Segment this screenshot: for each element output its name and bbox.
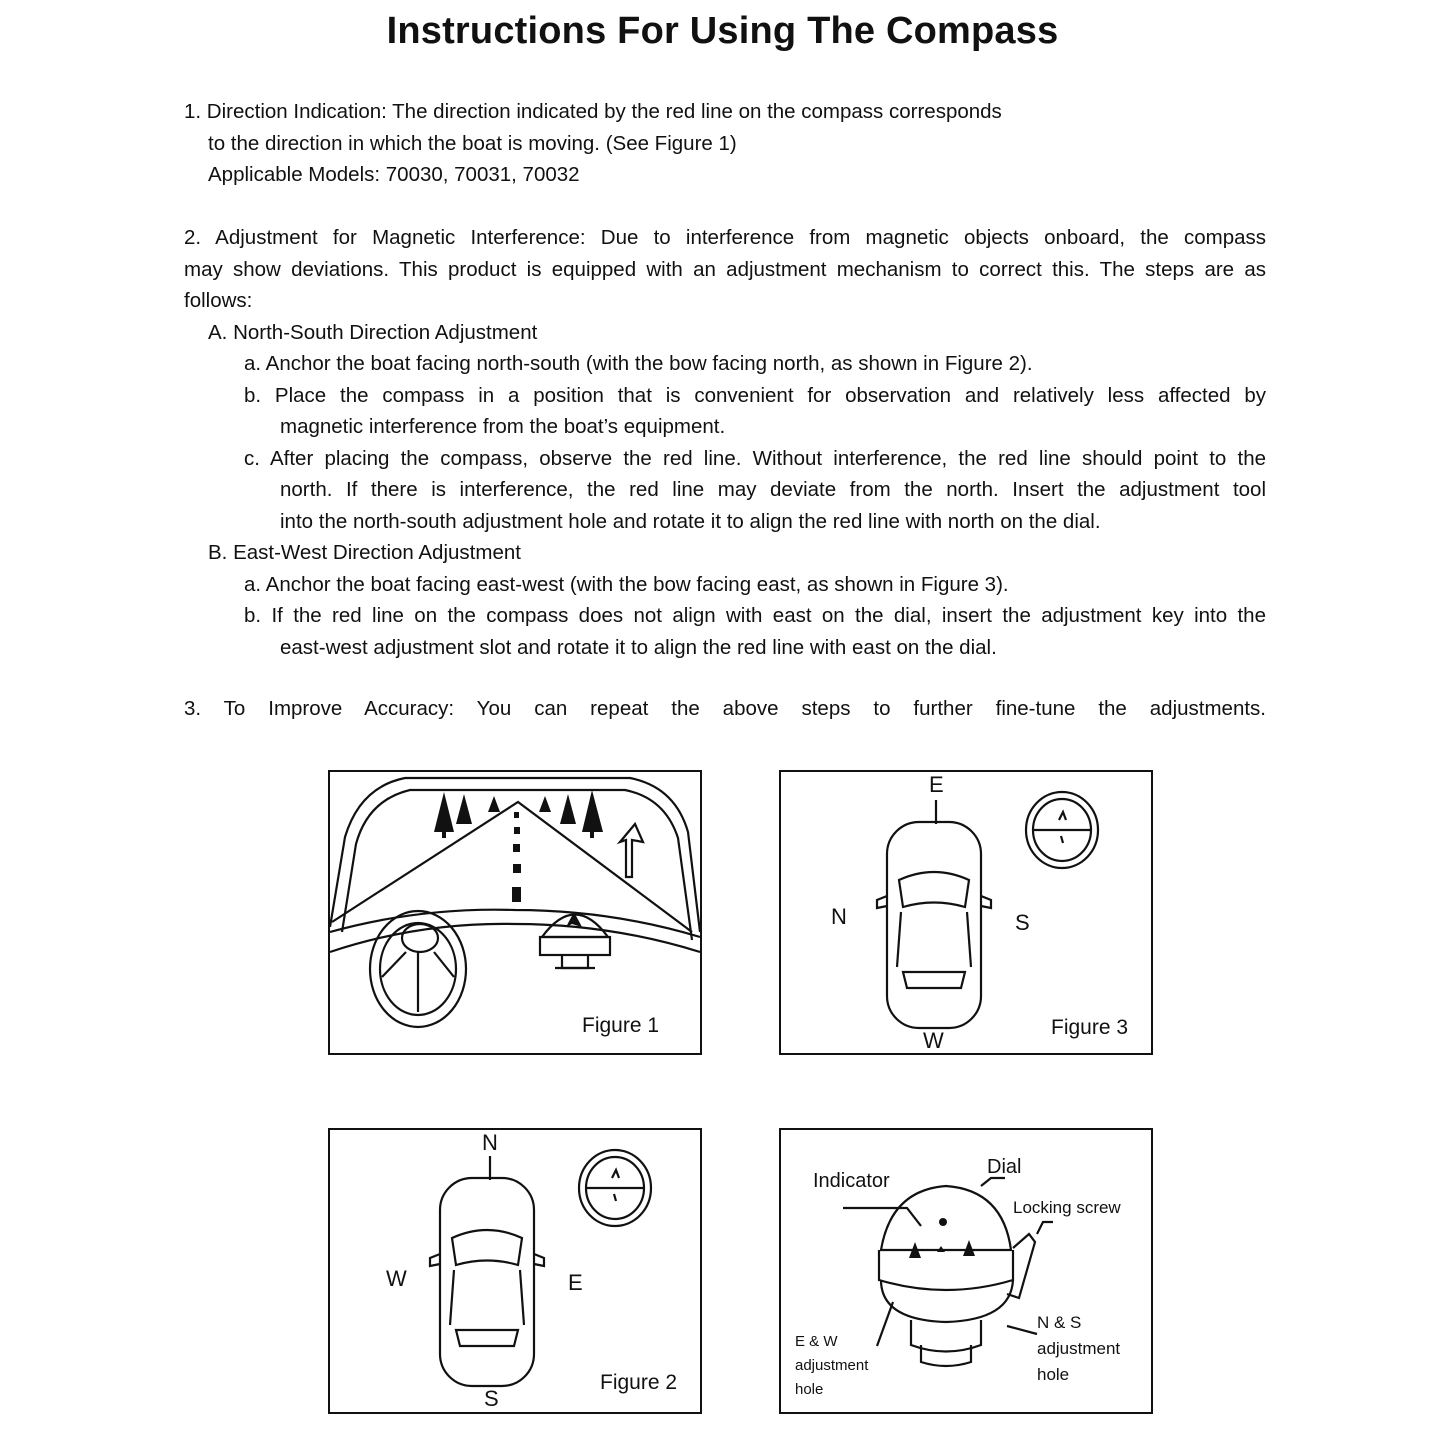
text-line: Applicable Models: 70030, 70031, 70032: [208, 163, 580, 186]
label-line: E & W: [795, 1333, 838, 1350]
text-line: 1. Direction Indication: The direction indicated by the red line on the compass corresponds: [184, 100, 1002, 123]
figure-compass-parts: [779, 1128, 1153, 1414]
direction-bottom: S: [484, 1386, 499, 1411]
label-line: hole: [1037, 1365, 1070, 1384]
subsection-heading-north-south: A. North-South Direction Adjustment: [208, 320, 538, 344]
step-b-cont: east-west adjustment slot and rotate it to align the red line with east on the dial.: [280, 635, 997, 659]
label-dial: Dial: [987, 1156, 1022, 1178]
figure-1-caption: Figure 1: [582, 1014, 660, 1037]
label-line: adjustment: [795, 1357, 869, 1374]
section-magnetic-adjustment: [184, 222, 1266, 663]
direction-left: N: [831, 904, 847, 929]
text-line: may show deviations. This product is equipped with an adjustment mechanism to correct this. The steps are as: [184, 257, 1266, 281]
section-direction-indication: [184, 96, 1266, 191]
step-c: c. After placing the compass, observe the red line. Without interference, the red line should point to the: [244, 446, 1266, 470]
direction-top: E: [929, 772, 944, 797]
label-ew-adjustment-hole: [795, 1330, 868, 1402]
direction-right: S: [1015, 910, 1030, 935]
page-title: Instructions For Using The Compass: [386, 10, 1059, 52]
direction-top: N: [482, 1130, 498, 1155]
direction-bottom: W: [923, 1028, 944, 1053]
direction-left: W: [386, 1266, 407, 1291]
text-line: 2. Adjustment for Magnetic Interference: Due to interference from magnetic objects onboard, the compass: [184, 226, 1266, 249]
step-b-cont: magnetic interference from the boat’s equipment.: [280, 415, 726, 438]
figure-3-caption: Figure 3: [1051, 1016, 1129, 1039]
figure-1: [328, 770, 702, 1055]
direction-right: E: [568, 1270, 583, 1295]
label-line: adjustment: [1037, 1339, 1121, 1358]
figure-2-caption: Figure 2: [600, 1371, 678, 1394]
figure-2: [328, 1128, 702, 1414]
step-a: a. Anchor the boat facing north-south (with the bow facing north, as shown in Figure 2).: [244, 352, 1033, 375]
section-improve-accuracy: [184, 693, 1266, 725]
label-line: hole: [795, 1381, 824, 1398]
text-line: follows:: [184, 289, 253, 312]
label-line: N & S: [1037, 1313, 1082, 1332]
step-b: b. If the red line on the compass does not align with east on the dial, insert the adjustment key into the: [244, 604, 1266, 627]
step-c-cont: into the north-south adjustment hole and rotate it to align the red line with north on the dial.: [280, 509, 1101, 533]
text-line: to the direction in which the boat is moving. (See Figure 1): [208, 131, 737, 155]
boat-dashboard-illustration: [330, 772, 700, 1053]
subsection-heading-east-west: B. East-West Direction Adjustment: [208, 541, 521, 564]
step-b: b. Place the compass in a position that is convenient for observation and relatively less affected by: [244, 383, 1266, 407]
label-ns-adjustment-hole: [1037, 1310, 1120, 1388]
label-indicator: Indicator: [813, 1170, 890, 1192]
step-a: a. Anchor the boat facing east-west (with the bow facing east, as shown in Figure 3).: [244, 572, 1009, 596]
text-line: 3. To Improve Accuracy: You can repeat the above steps to further fine-tune the adjustments.: [184, 697, 1266, 720]
label-locking-screw: Locking screw: [1013, 1198, 1121, 1217]
figure-3: [779, 770, 1153, 1055]
step-c-cont: north. If there is interference, the red line may deviate from the north. Insert the adjustment tool: [280, 478, 1266, 501]
